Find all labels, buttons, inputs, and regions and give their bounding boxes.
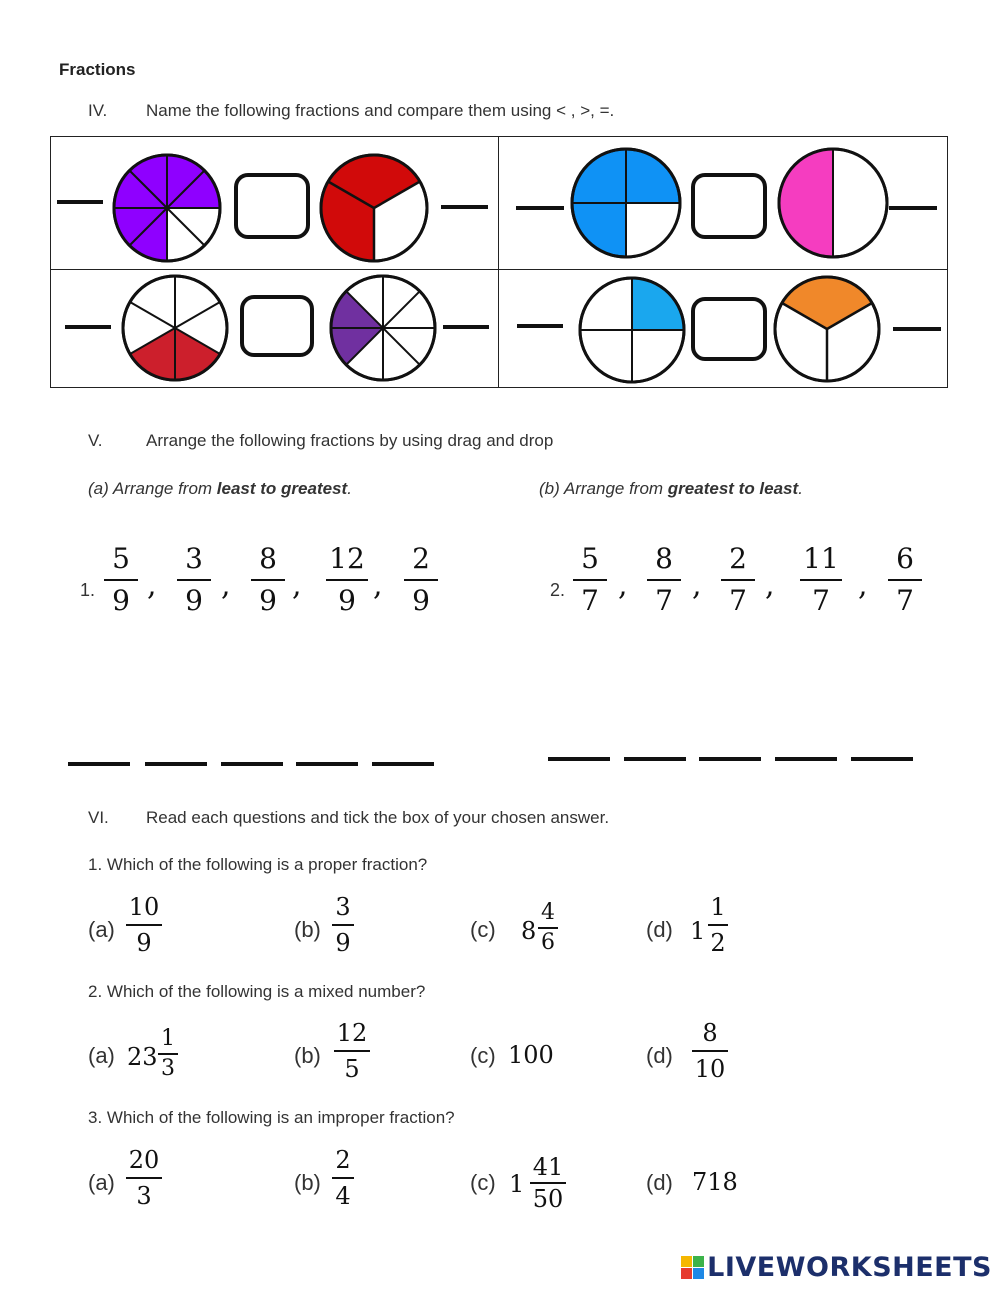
question-1: 1. Which of the following is a proper fraction? xyxy=(88,855,428,874)
option-fraction: 41 50 xyxy=(530,1155,566,1211)
draggable-fraction[interactable]: 2 9 xyxy=(404,545,438,615)
circle-thirds-orange xyxy=(775,277,879,381)
option-whole: 1 xyxy=(690,917,706,945)
option-label[interactable]: (c) xyxy=(470,1170,496,1195)
comma: , xyxy=(765,568,775,603)
section-instruction: Name the following fractions and compare them using < , >, =. xyxy=(146,101,615,120)
section-instruction: Arrange the following fractions by using drag and drop xyxy=(146,431,554,450)
section-instruction: Read each questions and tick the box of your chosen answer. xyxy=(146,808,610,827)
option-label[interactable]: (d) xyxy=(646,1043,673,1068)
option-label[interactable]: (b) xyxy=(294,1043,321,1068)
section-vi-heading xyxy=(88,808,788,830)
instruction-least-to-greatest: (a) Arrange from least to greatest. xyxy=(88,479,352,498)
drop-slot[interactable] xyxy=(296,762,358,766)
section-v-heading xyxy=(88,431,788,453)
drop-slot[interactable] xyxy=(624,757,686,761)
drop-slot[interactable] xyxy=(372,762,434,766)
option-label[interactable]: (a) xyxy=(88,1170,115,1195)
draggable-fraction[interactable]: 11 7 xyxy=(800,545,842,615)
option-label[interactable]: (b) xyxy=(294,1170,321,1195)
option-fraction: 4 6 xyxy=(538,902,558,954)
draggable-fraction[interactable]: 5 7 xyxy=(573,545,607,615)
circle-halves-pink xyxy=(779,149,887,257)
option-label[interactable]: (c) xyxy=(470,917,496,942)
section-iv-heading xyxy=(88,101,788,123)
section-number: IV. xyxy=(88,101,108,120)
drop-slot[interactable] xyxy=(548,757,610,761)
question-2: 2. Which of the following is a mixed number? xyxy=(88,982,426,1001)
compare-box[interactable] xyxy=(693,175,765,237)
option-fraction: 3 9 xyxy=(332,895,354,955)
compare-box[interactable] xyxy=(236,175,308,237)
section-number: V. xyxy=(88,431,103,450)
drop-slot[interactable] xyxy=(68,762,130,766)
comma: , xyxy=(858,568,868,603)
logo-blocks-icon xyxy=(681,1256,705,1280)
draggable-fraction[interactable]: 5 9 xyxy=(104,545,138,615)
option-fraction: 2 4 xyxy=(332,1148,354,1208)
comma: , xyxy=(692,568,702,603)
draggable-fraction[interactable]: 8 9 xyxy=(251,545,285,615)
question-3: 3. Which of the following is an improper fraction? xyxy=(88,1108,455,1127)
comma: , xyxy=(147,568,157,603)
drop-slot[interactable] xyxy=(221,762,283,766)
drop-slot[interactable] xyxy=(851,757,913,761)
option-label[interactable]: (b) xyxy=(294,917,321,942)
draggable-fraction[interactable]: 6 7 xyxy=(888,545,922,615)
circle-eighths-violet xyxy=(331,276,435,380)
drop-slot[interactable] xyxy=(145,762,207,766)
option-fraction: 12 5 xyxy=(334,1021,370,1081)
option-whole: 1 xyxy=(509,1170,525,1198)
comma: , xyxy=(618,568,628,603)
fraction-circles xyxy=(51,137,947,387)
comma: , xyxy=(292,568,302,603)
option-fraction: 10 9 xyxy=(126,895,162,955)
instruction-greatest-to-least: (b) Arrange from greatest to least. xyxy=(539,479,803,498)
circle-thirds-red xyxy=(321,155,427,261)
option-label[interactable]: (c) xyxy=(470,1043,496,1068)
option-label[interactable]: (d) xyxy=(646,1170,673,1195)
liveworksheets-logo xyxy=(681,1252,992,1283)
draggable-fraction[interactable]: 3 9 xyxy=(177,545,211,615)
compare-box[interactable] xyxy=(693,299,765,359)
circle-sixths-red xyxy=(123,276,227,380)
section-number: VI. xyxy=(88,808,109,827)
option-whole: 8 xyxy=(521,917,537,945)
comma: , xyxy=(373,568,383,603)
option-label[interactable]: (a) xyxy=(88,1043,115,1068)
comma: , xyxy=(221,568,231,603)
circle-quarters-blue xyxy=(572,149,680,257)
option-label[interactable]: (d) xyxy=(646,917,673,942)
row-label: 1. xyxy=(80,580,96,600)
draggable-fraction[interactable]: 8 7 xyxy=(647,545,681,615)
option-fraction: 1 2 xyxy=(708,895,728,955)
fraction-compare-grid xyxy=(50,136,948,388)
option-fraction: 1 3 xyxy=(158,1028,178,1080)
option-whole: 23 xyxy=(127,1043,158,1071)
row-label: 2. xyxy=(550,580,566,600)
compare-box[interactable] xyxy=(242,297,312,355)
drop-slot[interactable] xyxy=(775,757,837,761)
option-value: 100 xyxy=(508,1041,554,1069)
circle-eighths-purple xyxy=(114,155,220,261)
option-value: 718 xyxy=(692,1168,738,1196)
drop-slot[interactable] xyxy=(699,757,761,761)
circle-quarters-sky xyxy=(580,278,684,382)
logo-text: LIVEWORKSHEETS xyxy=(707,1252,992,1283)
draggable-fraction[interactable]: 12 9 xyxy=(326,545,368,615)
option-fraction: 20 3 xyxy=(126,1148,162,1208)
worksheet-title: Fractions xyxy=(59,60,136,79)
draggable-fraction[interactable]: 2 7 xyxy=(721,545,755,615)
option-label[interactable]: (a) xyxy=(88,917,115,942)
option-fraction: 8 10 xyxy=(692,1021,728,1081)
